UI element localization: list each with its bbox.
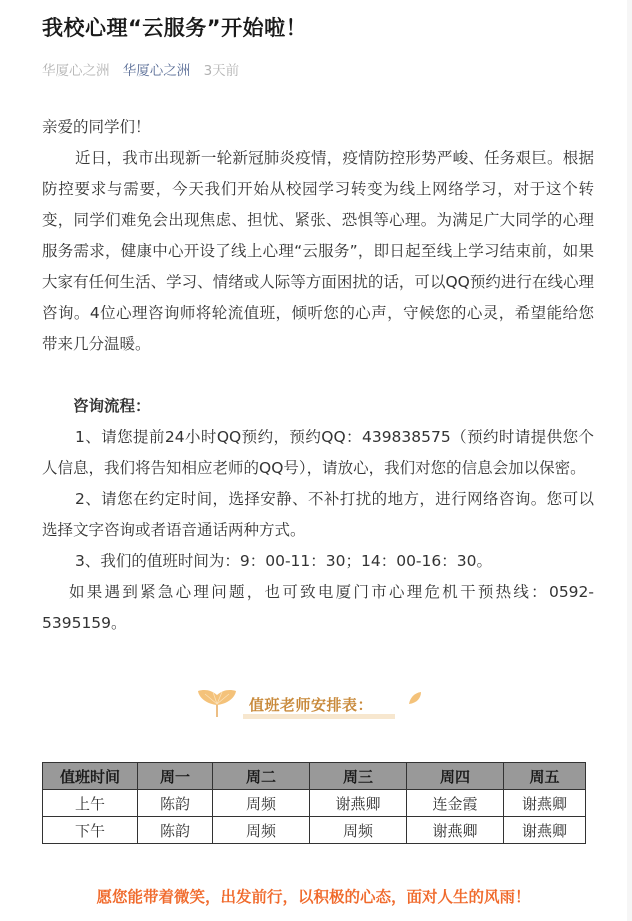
schedule-banner-title: 值班老师安排表： (249, 696, 374, 714)
table-header-cell: 值班时间 (43, 763, 138, 790)
account-name-link[interactable]: 华厦心之洲 (122, 63, 191, 79)
process-step: 1、请您提前24小时QQ预约，预约QQ：439838575（预约时请提供您个人信息，我们将告知相应老师的QQ号），请放心，我们对您的信息会加以保密。 (42, 428, 594, 477)
publish-time: 3天前 (203, 63, 240, 79)
table-cell: 陈韵 (138, 817, 213, 844)
table-header-cell: 周一 (138, 763, 213, 790)
table-cell: 谢燕卿 (504, 790, 586, 817)
schedule-banner (195, 684, 425, 724)
intro-paragraph: 近日，我市出现新一轮新冠肺炎疫情，疫情防控形势严峻、任务艰巨。根据防控要求与需要，今天我们开始从校园学习转变为线上网络学习，对于这个转变，同学们难免会出现焦虑、担忧、紧张、恐惧等心理。为满足广大同学的心理服务需求，健康中心开设了线上心理“云服务”，即日起至线上学习结束前，如果大家有任何生活、学习、情绪或人际等方面困扰的话，可以QQ预约进行在线心理咨询。4位心理咨询师将轮流值班，倾听您的心声，守候您的心灵，希望能给您带来几分温暖。 (42, 149, 594, 353)
table-cell: 谢燕卿 (504, 817, 586, 844)
table-cell: 谢燕卿 (310, 790, 407, 817)
process-heading: 咨询流程： (73, 397, 151, 415)
table-cell: 周频 (213, 790, 310, 817)
process-step: 3、我们的值班时间为：9：00-11：30；14：00-16：30。 (75, 552, 492, 570)
article-title: 我校心理“云服务”开始啦！ (42, 16, 308, 40)
table-header-cell: 周四 (407, 763, 504, 790)
table-header-row (43, 763, 586, 790)
table-row (43, 790, 586, 817)
greeting: 亲爱的同学们！ (42, 118, 151, 136)
table-cell: 上午 (43, 790, 138, 817)
table-header-cell: 周二 (213, 763, 310, 790)
scrollbar[interactable] (627, 0, 632, 921)
table-cell: 连金霞 (407, 790, 504, 817)
ginkgo-leaf-small-icon (407, 690, 423, 709)
hotline-paragraph: 如果遇到紧急心理问题，也可致电厦门市心理危机干预热线：0592-5395159。 (42, 583, 594, 632)
article-body (42, 112, 594, 639)
meta-source: 华厦心之洲 (42, 63, 110, 79)
table-cell: 周频 (213, 817, 310, 844)
table-row (43, 817, 586, 844)
table-cell: 下午 (43, 817, 138, 844)
closing-message: 愿您能带着微笑，出发前行，以积极的心态，面对人生的风雨！ (96, 888, 531, 906)
table-header-cell: 周五 (504, 763, 586, 790)
table-cell: 谢燕卿 (407, 817, 504, 844)
table-cell: 陈韵 (138, 790, 213, 817)
ginkgo-leaf-icon (195, 688, 239, 722)
table-cell: 周频 (310, 817, 407, 844)
table-header-cell: 周三 (310, 763, 407, 790)
article-meta (42, 59, 248, 79)
banner-underline (243, 714, 395, 719)
paragraph-gap (42, 360, 594, 391)
duty-schedule-table (42, 762, 586, 844)
process-step: 2、请您在约定时间，选择安静、不补打扰的地方，进行网络咨询。您可以选择文字咨询或者语音通话两种方式。 (42, 490, 594, 539)
